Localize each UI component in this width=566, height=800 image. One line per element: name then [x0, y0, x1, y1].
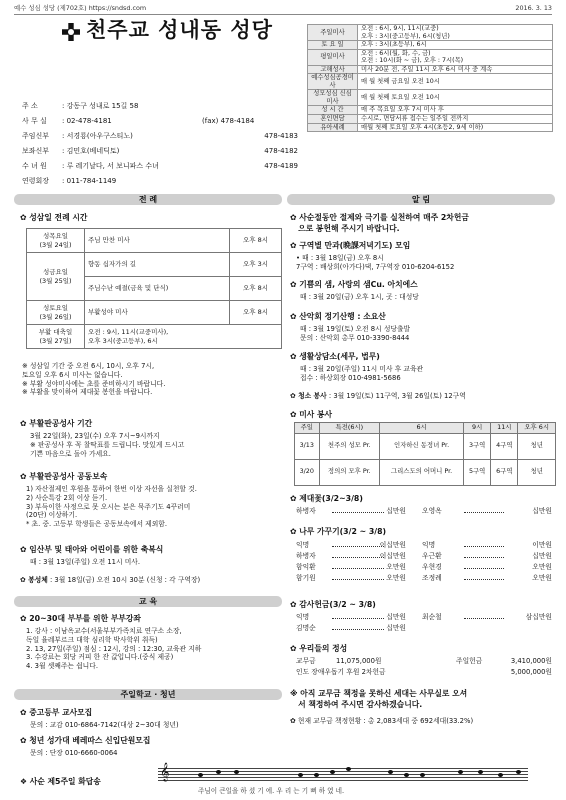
triduum-cell: 오전 : 9시, 11시(교중미사), 오후 3시(중고등부), 6시: [85, 325, 282, 349]
text-line: 3) 부득이한 사정으로 못 오시는 분은 묵주기도 4꾸러미: [26, 502, 191, 511]
donation-row: 김명순 십만원: [296, 624, 406, 632]
pledge-notice: ※ 아직 교무금 책정을 못하신 세대는 사무실로 오셔 서 책정하여 주시면 감사하겠습니다.: [290, 689, 468, 709]
schedule-row: [308, 106, 553, 115]
header-date: 2016. 3. 13: [515, 4, 552, 12]
lent-title: ✿ 성삼일 전례 시간: [20, 213, 88, 222]
psalm-lyrics: 주님이 큰일을 하 셨 기 에. 우 리 는 기 뻐 하 였 네.: [198, 787, 345, 795]
info-row: 주임신부 : 서경룡(아우구스티노) 478-4183: [22, 132, 298, 140]
schedule-row: [308, 90, 553, 106]
teacher-recruit-title: ✿ 중고등부 교사모집: [20, 708, 93, 717]
mass-cell: 5구역: [464, 459, 491, 485]
schedule-value: 수시로, 면담서류 접수는 일주일 전까지: [358, 115, 553, 124]
blessing-title: ✿ 임산부 및 태아와 어린이를 위한 축복식: [20, 545, 164, 554]
triduum-cell: 오후 8시: [230, 229, 282, 253]
text-line: 기쁜 마음으로 돌아 가세요.: [30, 449, 111, 458]
mass-cell: 3/20: [295, 459, 320, 485]
info-row: 보좌신부 : 김민호(베네딕토) 478-4182: [22, 147, 298, 155]
schedule-row: [308, 49, 553, 65]
schedule-value: 미사 20분 전, 주일 11시 오후 6시 미사 중 계속: [358, 65, 553, 74]
share-list: [296, 541, 552, 585]
donation-row: 하병자 십만원 오영옥 십만원: [296, 507, 552, 515]
confession-title: ✿ 부활판공성사 기간: [20, 419, 93, 428]
mass-head-cell: 오후 6시: [518, 423, 556, 434]
music-note-icon: [388, 770, 393, 774]
pledge-status: ✿ 현재 교무금 책정현황 : 총 2,083세대 중 692세대(33.2%): [290, 717, 474, 725]
mass-cell: 6구역: [491, 459, 518, 485]
music-note-icon: [458, 770, 463, 774]
couple-course-title: ✿ 20~30대 부부를 위한 부부강좌: [20, 614, 141, 623]
triduum-cell: 주님 만찬 미사: [85, 229, 230, 253]
music-note-icon: [198, 773, 203, 777]
offering-row: 교무금 11,075,000원 주일헌금 3,410,000원: [296, 657, 552, 665]
text-line: 독일 율레부르크 대학 심리학 박사학위 취득): [26, 635, 158, 644]
schedule-value: 매 월 첫째 토요일 오전 10시: [358, 90, 553, 106]
text-line: 토요일 오후 6시 미사는 없습니다.: [22, 370, 123, 379]
music-note-icon: [420, 773, 425, 777]
choir-recruit-line: 문의 : 단장 010-6660-0064: [30, 749, 118, 757]
hiking-title: ✿ 산악회 정기산행 : 소요산: [290, 312, 386, 321]
staff-line: [158, 771, 528, 772]
triduum-table: [26, 228, 282, 349]
offer-title: ✿ 우리들의 정성: [290, 644, 348, 653]
text-line: 3. 수강료는 회당 커피 한 잔 값입니다.(중식 제공): [26, 653, 174, 662]
donation-row: 하병자 이십만원 우근환 십만원: [296, 552, 552, 560]
vespers-lines: • 때 : 3월 18일(금) 오후 8시 7구역 : 배상희(아가다)댁, 7구역장 010-6204-6152: [296, 254, 455, 272]
schedule-key: 성모성심 신심미사: [308, 90, 358, 106]
schedule-row: [308, 74, 553, 90]
mass-cell: 4구역: [491, 433, 518, 459]
schedule-value: 매 주 목요일 오후 7시 미사 후: [358, 106, 553, 115]
triduum-cell: 오후 8시: [230, 301, 282, 325]
triduum-row: [27, 325, 282, 349]
page-header: [14, 4, 552, 15]
thanks-list: [296, 613, 552, 635]
share-title: ✿ 나무 가꾸기(3/2 ~ 3/8): [290, 527, 387, 536]
mass-service-title: ✿ 미사 봉사: [290, 410, 333, 419]
text-line: 1) 자산절제인 후원을 통하여 한번 이상 자선을 실천할 것.: [26, 485, 197, 493]
music-note-icon: [516, 770, 521, 774]
schedule-key: 성 시 간: [308, 106, 358, 115]
text-line: ※ 성삼일 기간 중 오전 6시, 10시, 오후 7시,: [22, 362, 155, 370]
staff-line: [158, 774, 528, 775]
schedule-value: 오전 : 6시, 9시, 11시(교중) 오후 : 3시(중고등부), 6시(청년): [358, 25, 553, 41]
psalm-title: ❖ 사순 제5주일 화답송: [20, 777, 101, 786]
music-note-icon: [234, 770, 239, 774]
altar-list: [296, 507, 552, 518]
teacher-recruit-line: 문의 : 교감 010-6864-7142(대상 2~30대 청년): [30, 721, 179, 729]
info-row: 연령회장 : 011-784-1149: [22, 177, 117, 185]
confession-lines: [30, 432, 184, 458]
music-note-icon: [298, 773, 303, 777]
schedule-row: [308, 41, 553, 50]
text-line: 4. 3월 셋째주는 쉽니다.: [26, 662, 98, 671]
mass-cell: 청년: [518, 433, 556, 459]
schedule-key: 평일미사: [308, 49, 358, 65]
mass-cell: 천주의 성모 Pr.: [319, 433, 380, 459]
schedule-row: [308, 123, 553, 132]
schedule-row: [308, 65, 553, 74]
blessing-line: 때 : 3월 13일(주일) 오전 11시 미사.: [30, 558, 140, 566]
altar-title: ✿ 제대꽃(3/2~3/8): [290, 494, 363, 503]
offer-list: [296, 657, 552, 679]
mass-head-cell: 주일: [295, 423, 320, 434]
mass-schedule-table: [307, 24, 553, 132]
text-line: ※ 부활 성야미사에는 초를 준비하시기 바랍니다.: [22, 379, 166, 388]
staff-line: [158, 780, 528, 781]
section-liturgy: 전 례: [14, 194, 282, 205]
mass-cell: 3구역: [464, 433, 491, 459]
mass-head-cell: 6시: [380, 423, 464, 434]
penance-lines: [26, 485, 197, 529]
music-note-icon: [346, 767, 351, 771]
triduum-row: [27, 301, 282, 325]
schedule-row: [308, 115, 553, 124]
mass-cell: 청년: [518, 459, 556, 485]
hiking-lines: 때 : 3월 19일(토) 오전 8시 성당출발 문의 : 산악회 총무 010-3390-8444: [300, 325, 411, 343]
schedule-key: 예수성심공경미사: [308, 74, 358, 90]
triduum-cell: 오후 8시: [230, 277, 282, 301]
text-line: ※ 판공성사 후 꼭 찰딱표를 드립니다. 맛있게 드시고: [30, 440, 185, 449]
donation-row: 익명 십만원 최순철 삼십만원: [296, 613, 552, 621]
triduum-cell: 향동 십자가의 길: [85, 253, 230, 277]
text-line: (20단) 이상하기.: [26, 511, 78, 520]
mass-cell: 3/13: [295, 433, 320, 459]
counsel-lines: 때 : 3월 20일(주일) 11시 미사 후 교육관 접수 : 하상회장 010-4981-5686: [300, 365, 424, 383]
music-note-icon: [330, 770, 335, 774]
music-note-icon: [404, 773, 409, 777]
schedule-row: [308, 25, 553, 41]
music-staff: [158, 762, 528, 784]
triduum-cell: 부활성야 미사: [85, 301, 230, 325]
schedule-key: 토 요 일: [308, 41, 358, 50]
donation-row: 함기원 오만원 조정례 오만원: [296, 574, 552, 582]
music-note-icon: [314, 773, 319, 777]
music-note-icon: [498, 773, 503, 777]
triduum-cell: 성토요일 (3월 26일): [27, 301, 85, 325]
cleaning-line: ✿ 청소 봉사 : 3월 19일(토) 11구역, 3월 26일(토) 12구역: [290, 392, 466, 400]
text-line: 1. 강사 : 이남옥교수(서울부부가족치료 연구소 소장,: [26, 627, 182, 635]
triduum-cell: 성목요일 (3월 24일): [27, 229, 85, 253]
church-logo-icon: [62, 23, 80, 41]
text-line: 2) 사순특강 2회 이상 듣기.: [26, 493, 108, 502]
section-notice: 알 림: [287, 194, 555, 205]
schedule-key: 혼인면담: [308, 115, 358, 124]
counsel-title: ✿ 생활상담소(세무, 법무): [290, 352, 380, 361]
music-note-icon: [216, 770, 221, 774]
schedule-key: 주일미사: [308, 25, 358, 41]
mass-cell: 인자하신 동정녀 Pr.: [380, 433, 464, 459]
prayer-group-line: 때 : 3월 20일(금) 오후 1시, 곳 : 대성당: [300, 293, 419, 301]
schedule-value: 매 월 첫째 금요일 오전 10시: [358, 74, 553, 90]
schedule-key: 유아세례: [308, 123, 358, 132]
page-title: 천주교 성내동 성당: [86, 17, 273, 42]
info-row: 수 녀 원 : 루 레기날다, 서 보니파스 수녀 478-4189: [22, 162, 298, 170]
communion-line: ✿ 봉성체 : 3월 18일(금) 오전 10시 30분 (신청 : 각 구역장): [20, 576, 201, 584]
donation-row: 익명 이십만원 익명 이만원: [296, 541, 552, 549]
triduum-cell: 주님수난 예절(금육 및 단식): [85, 277, 230, 301]
mass-head-cell: 11시: [491, 423, 518, 434]
schedule-value: 오후 : 3시(초등부), 6시: [358, 41, 553, 50]
prayer-group-title: ✿ 기쁨의 샘, 사랑의 샘Cu. 아치에스: [290, 280, 418, 289]
text-line: 2. 13, 27일(주일) 점심 : 12시, 강의 : 12:30, 교육관 지하: [26, 644, 202, 653]
mass-service-table: [294, 422, 556, 486]
mass-cell: 그리스도의 어머니 Pr.: [380, 459, 464, 485]
music-note-icon: [478, 770, 483, 774]
treble-clef-icon: 𝄞: [160, 762, 170, 781]
penance-title: ✿ 부활판공성사 공동보속: [20, 472, 108, 481]
staff-line: [158, 777, 528, 778]
mass-head-cell: 특전(6시): [319, 423, 380, 434]
text-line: 3월 22일(화), 23일(수) 오후 7시~9시까지: [30, 432, 160, 440]
info-row: 사 무 실 : 02-478-4181 (fax) 478-4184: [22, 117, 255, 125]
section-school: 주일학교 · 청년: [14, 689, 282, 700]
staff-line: [158, 768, 528, 769]
triduum-cell: 오후 3시: [230, 253, 282, 277]
thanks-title: ✿ 감사헌금(3/2 ~ 3/8): [290, 600, 376, 609]
triduum-row: [27, 253, 282, 277]
couple-course-lines: [26, 627, 201, 671]
donation-row: 함익환 오만원 우현경 오만원: [296, 563, 552, 571]
schedule-value: 오전 : 6시(월, 화, 수, 금) 오전 : 10시(화 ~ 금), 오후 : 7시(목): [358, 49, 553, 65]
text-line: ※ 부활을 맞이하여 제대꽃 봉헌을 바랍니다.: [22, 388, 153, 397]
mass-head-cell: 9시: [464, 423, 491, 434]
schedule-value: 매월 첫째 토요일 오후 4시(초등2, 9세 이하): [358, 123, 553, 132]
header-left: 예수 성심 성당 (제702호) https://sndsd.com: [14, 4, 147, 12]
mass-cell: 정의의 모후 Pr.: [319, 459, 380, 485]
section-education: 교 육: [14, 596, 282, 607]
info-row: 주 소 : 강동구 성내로 15길 58: [22, 102, 139, 110]
triduum-notes: [22, 362, 165, 397]
text-line: * 초. 중. 고등부 학생들은 공동보속에서 제외함.: [26, 520, 168, 529]
choir-recruit-title: ✿ 청년 성가대 베레따스 신입단원모집: [20, 736, 151, 745]
triduum-cell: 성금요일 (3월 25일): [27, 253, 85, 301]
schedule-key: 고해성사: [308, 65, 358, 74]
triduum-cell: 부활 대축일 (3월 27일): [27, 325, 85, 349]
triduum-row: [27, 229, 282, 253]
offering-row: 인도 장애우돕기 후원 2차헌금 5,000,000원: [296, 668, 552, 676]
lent-notice: ✿ 사순절동안 절제와 극기를 실천하여 매주 2차헌금 으로 봉헌해 주시기 바랍니다.: [290, 213, 469, 233]
vespers-title: ✿ 구역별 만과(晩課저녁기도) 모임: [290, 241, 411, 250]
